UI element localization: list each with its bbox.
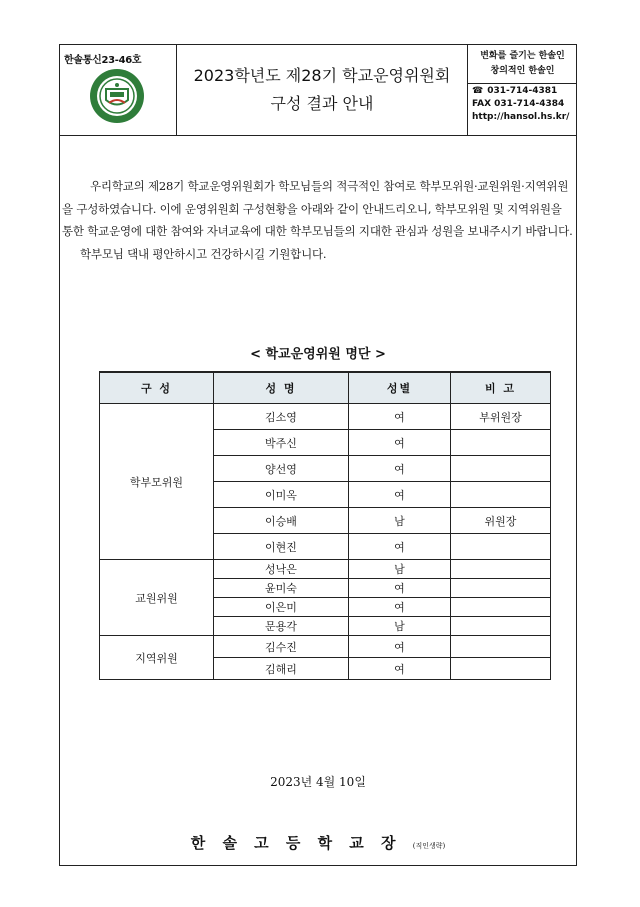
committee-roster-table: [99, 371, 551, 680]
table-header-row: [100, 372, 551, 404]
divider: [468, 83, 577, 84]
header-category: 구 성: [100, 372, 214, 404]
member-name: 김소영: [214, 404, 349, 430]
fax-number: FAX 031-714-4384: [472, 99, 565, 109]
member-name: 이승배: [214, 508, 349, 534]
document-subtitle: 구성 결과 안내: [270, 94, 374, 113]
principal-signature: [60, 832, 576, 853]
member-note: [451, 456, 551, 482]
member-note: [451, 636, 551, 658]
member-name: 성낙은: [214, 560, 349, 579]
school-slogan: 변화를 즐기는 한솔인 창의적인 한솔인: [480, 51, 565, 76]
header-title-cell: [177, 45, 467, 135]
notice-document: [59, 44, 577, 866]
member-name: 김수진: [214, 636, 349, 658]
member-gender: 남: [349, 508, 451, 534]
member-gender: 여: [349, 658, 451, 680]
member-gender: 여: [349, 636, 451, 658]
member-note: [451, 482, 551, 508]
member-gender: 여: [349, 534, 451, 560]
member-gender: 여: [349, 404, 451, 430]
body-paragraph: 우리학교의 제28기 학교운영위원회가 학모님들의 적극적인 참여로 학부모위원·교원위원·지역위원을 구성하였습니다. 이에 운영위원회 구성현황을 아래와 같이 안내드리오니, 학부모위원 및 지역위원을 통한 학교운영에 대한 참여와 자녀교육에 대한 학부모님들의 지대한 관심과 성원을 보내주시기 바랍니다.: [62, 179, 573, 238]
header-name: 성 명: [214, 372, 349, 404]
member-note: 위원장: [451, 508, 551, 534]
signature-text: 한 솔 고 등 학 교 장: [190, 834, 402, 852]
member-gender: 여: [349, 430, 451, 456]
group-label: 지역위원: [100, 636, 214, 680]
header-left-cell: [60, 45, 177, 135]
member-note: [451, 534, 551, 560]
header-note: 비 고: [451, 372, 551, 404]
member-note: [451, 430, 551, 456]
member-gender: 여: [349, 579, 451, 598]
member-gender: 여: [349, 598, 451, 617]
member-note: [451, 579, 551, 598]
member-note: [451, 598, 551, 617]
group-label: 학부모위원: [100, 404, 214, 560]
member-note: [451, 560, 551, 579]
member-gender: 여: [349, 456, 451, 482]
notice-body: [62, 175, 574, 265]
table-row: [100, 636, 551, 658]
member-name: 이미옥: [214, 482, 349, 508]
member-note: 부위원장: [451, 404, 551, 430]
member-name: 이은미: [214, 598, 349, 617]
member-gender: 여: [349, 482, 451, 508]
member-gender: 남: [349, 617, 451, 636]
phone-number: 031-714-4381: [487, 86, 558, 96]
table-row: [100, 560, 551, 579]
table-row: [100, 404, 551, 430]
school-emblem-icon: [88, 67, 146, 125]
header-gender: 성별: [349, 372, 451, 404]
member-note: [451, 658, 551, 680]
group-label: 교원위원: [100, 560, 214, 636]
document-header: [60, 45, 576, 136]
member-note: [451, 617, 551, 636]
issue-number: 한솔통신23-46호: [64, 55, 142, 66]
member-gender: 남: [349, 560, 451, 579]
school-url[interactable]: http://hansol.hs.kr/: [472, 112, 570, 122]
table-title: < 학교운영위원 명단 >: [250, 347, 386, 362]
member-name: 박주신: [214, 430, 349, 456]
member-name: 양선영: [214, 456, 349, 482]
seal-note: (직인생략): [412, 842, 446, 850]
phone-icon: ☎: [472, 86, 484, 96]
member-name: 이현진: [214, 534, 349, 560]
member-name: 윤미숙: [214, 579, 349, 598]
issue-date: 2023년 4월 10일: [270, 775, 366, 789]
member-name: 문용각: [214, 617, 349, 636]
document-title: 2023학년도 제28기 학교운영위원회: [193, 66, 451, 85]
contact-info: [472, 85, 569, 124]
body-paragraph: 학부모님 댁내 평안하시고 건강하시길 기원합니다.: [80, 246, 327, 261]
member-name: 김해리: [214, 658, 349, 680]
header-contact-cell: [467, 45, 577, 135]
